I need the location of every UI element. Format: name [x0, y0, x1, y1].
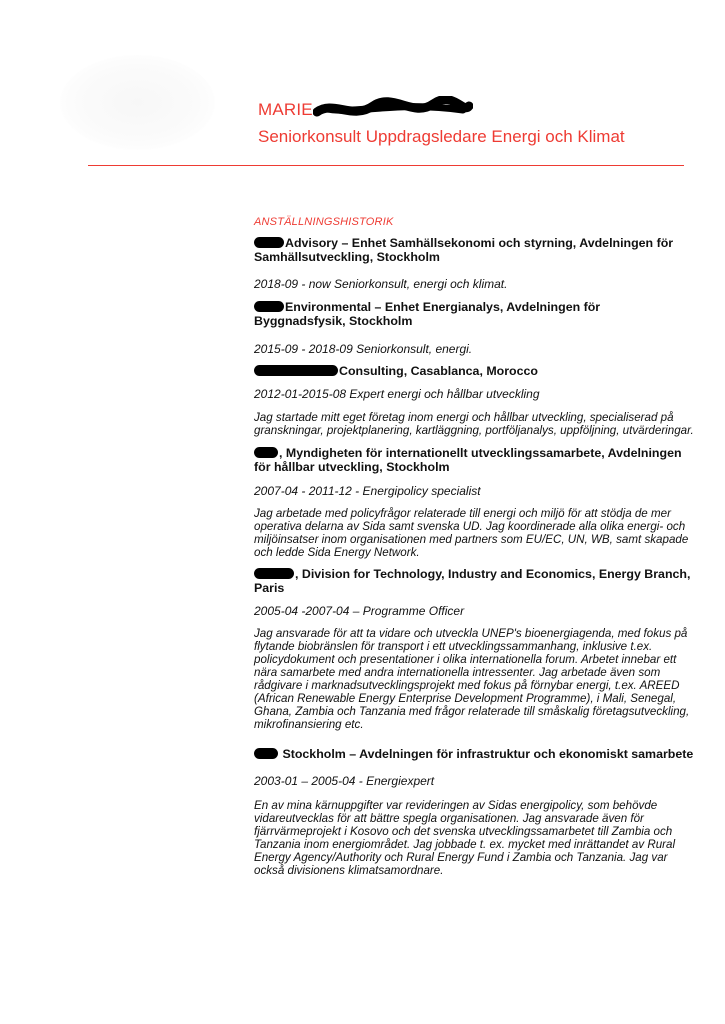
period: 2005-04 -2007-04 – Programme Officer [254, 604, 465, 618]
employer: Stockholm – Avdelningen för infrastruktur och ekonomiskt samarbete [254, 747, 694, 761]
description: Jag startade mitt eget företag inom energi och hållbar utveckling, specialiserad på granskningar, projektplanering, kartläggning, portföljanalys, uppföljning, utvärderingar. [254, 411, 694, 437]
redaction-bar [254, 365, 338, 376]
employment-entry [254, 446, 694, 559]
period: 2003-01 – 2005-04 - Energiexpert [254, 774, 435, 788]
header-divider [88, 165, 684, 166]
employer: Advisory – Enhet Samhällsekonomi och styrning, Avdelningen för Samhällsutveckling, Stockholm [254, 236, 674, 264]
redaction-bar [254, 568, 294, 579]
redaction-bar [254, 748, 278, 759]
employment-history [254, 216, 694, 877]
employment-entry [254, 747, 694, 877]
period: 2015-09 - 2018-09 Seniorkonsult, energi. [254, 342, 473, 356]
profile-photo-placeholder [60, 55, 215, 150]
job-title: Seniorkonsult Uppdragsledare Energi och Klimat [258, 127, 625, 146]
employment-entry [254, 567, 694, 731]
redaction-bar [254, 447, 278, 458]
redaction-bar [254, 301, 284, 312]
employment-entry [254, 364, 694, 437]
section-heading: ANSTÄLLNINGSHISTORIK [254, 216, 394, 228]
employer: Environmental – Enhet Energianalys, Avdelningen för Byggnadsfysik, Stockholm [254, 300, 601, 328]
description: Jag ansvarade för att ta vidare och utveckla UNEP's bioenergiagenda, med fokus på flytande biobränslen för transport i ett utvecklingssammanhang, inklusive t.ex. policydokument och presentationer i olika internationella forum. Arbetet innebar ett nära samarbete med andra internationella intressenter. Jag arbetade även som rådgivare i marknadsutvecklingsprojekt med fokus på förnybar energi, t.ex. AREED (African Renewable Energy Enterprise Development Programme), i Mali, Senegal, Ghana, Zambia och Tanzania med frågor relaterade till småskalig företagsutveckling, mikrofinansiering etc. [254, 627, 690, 731]
person-first-name: MARIE [258, 100, 313, 119]
redaction-bar [254, 237, 284, 248]
description: En av mina kärnuppgifter var revideringen av Sidas energipolicy, som behövde vidareutvecklas för att bättre spegla organisationen. Jag ansvarade även för fjärrvärmeprojekt i Kosovo och det svenska utvecklingssamarbetet till Zambia och Tanzania inom energiområdet. Jag jobbade t. ex. mycket med inrättandet av Rural Energy Agency/Authority och Rural Energy Fund i Zambia och Tanzania. Jag var också divisionens klimatsamordnare. [254, 799, 676, 877]
employer: , Myndigheten för internationellt utvecklingssamarbete, Avdelningen för hållbar utveckling, Stockholm [254, 446, 682, 474]
redaction-scribble-icon [313, 96, 473, 122]
employment-entry [254, 236, 694, 291]
employment-entry [254, 300, 694, 356]
employer: , Division for Technology, Industry and Economics, Energy Branch, Paris [254, 567, 691, 595]
person-name [258, 100, 313, 120]
period: 2007-04 - 2011-12 - Energipolicy specialist [254, 484, 481, 498]
period: 2018-09 - now Seniorkonsult, energi och klimat. [254, 277, 508, 291]
employer: Consulting, Casablanca, Morocco [254, 364, 694, 378]
description: Jag arbetade med policyfrågor relaterade till energi och miljö för att stödja de mer operativa delarna av Sida samt svenska UD. Jag koordinerade alla olika energi- och miljöinsatser inom organisationen med partners som EU/EC, UN, WB, samt skapade och ledde Sida Energy Network. [254, 507, 689, 559]
period: 2012-01-2015-08 Expert energi och hållbar utveckling [254, 387, 540, 401]
